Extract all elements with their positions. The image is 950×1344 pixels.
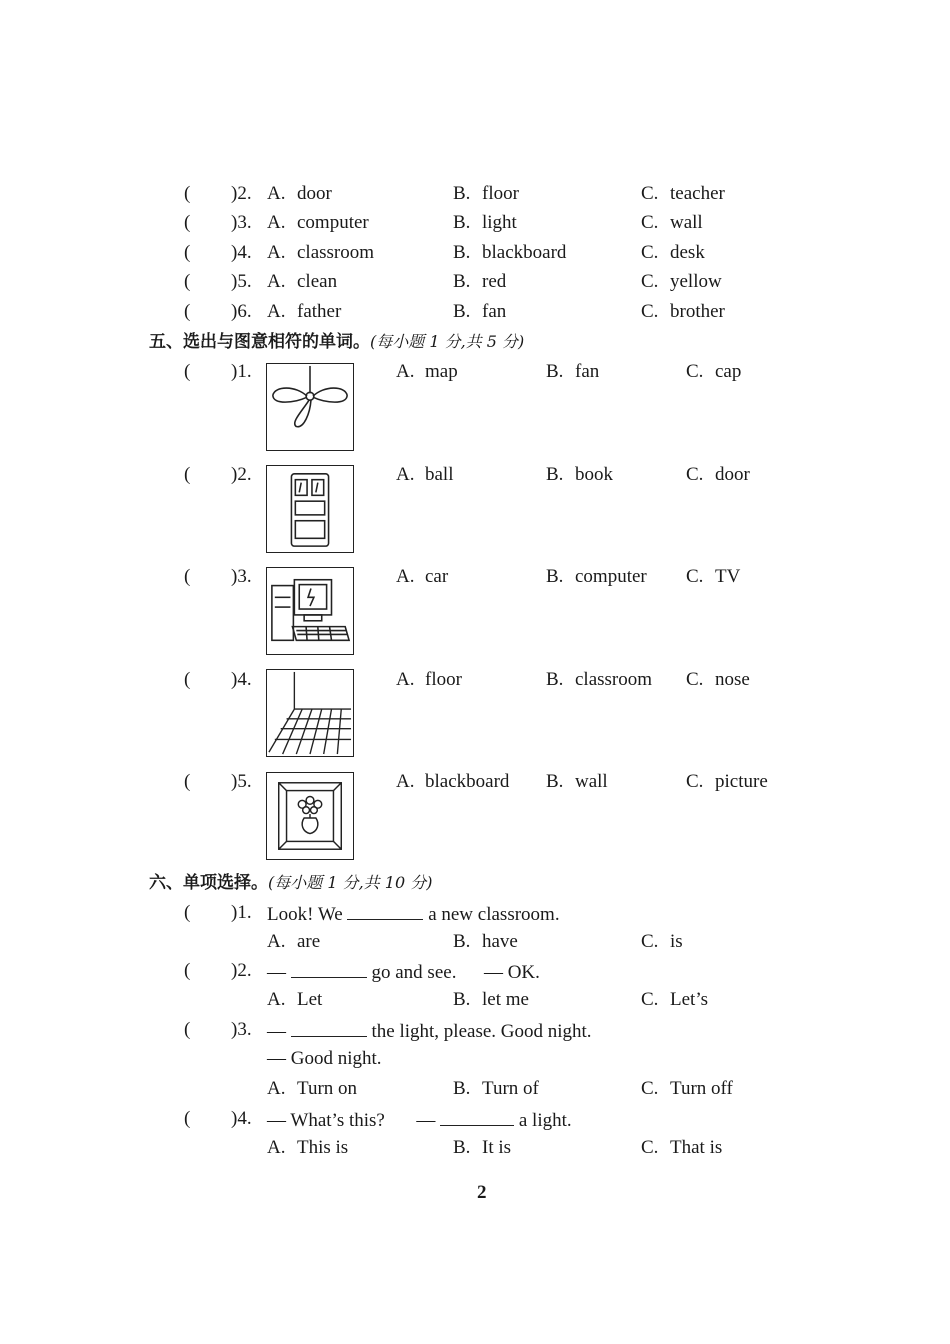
answer-paren[interactable]: ( xyxy=(184,464,191,485)
stem-post: the light, please. Good night. xyxy=(371,1021,592,1042)
option-b-letter: B. xyxy=(453,271,471,292)
option-c-letter: C. xyxy=(641,271,659,292)
section5-heading xyxy=(149,330,524,354)
light-switch-icon xyxy=(266,465,354,553)
option-b-letter: B. xyxy=(453,989,471,1010)
question-number: )5. xyxy=(231,771,252,792)
option-a-letter: A. xyxy=(396,464,415,485)
stem-pre: Look! We xyxy=(267,904,343,925)
option-a-letter: A. xyxy=(267,271,286,292)
answer-paren[interactable]: ( xyxy=(184,1108,191,1129)
answer-paren[interactable]: ( xyxy=(184,271,191,292)
question-stem xyxy=(267,901,560,927)
answer-paren[interactable]: ( xyxy=(184,771,191,792)
question-stem xyxy=(267,1018,592,1044)
stem-pre: — xyxy=(267,962,286,983)
answer-paren[interactable]: ( xyxy=(184,960,191,981)
option-c-letter: C. xyxy=(641,989,659,1010)
option-a-text: computer xyxy=(297,212,369,233)
option-c-letter: C. xyxy=(686,771,704,792)
question-number: )4. xyxy=(231,669,252,690)
option-c-letter: C. xyxy=(686,464,704,485)
option-b-text: Turn of xyxy=(482,1078,539,1099)
section6-title: 六、单项选择。 xyxy=(149,873,268,893)
option-b-text: fan xyxy=(482,301,507,322)
option-c-text: teacher xyxy=(670,183,725,204)
answer-paren[interactable]: ( xyxy=(184,242,191,263)
option-c-letter: C. xyxy=(641,931,659,952)
question-number: )2. xyxy=(231,464,252,485)
option-b-text: book xyxy=(575,464,613,485)
option-c-text: is xyxy=(670,931,683,952)
question-number: )2. xyxy=(231,183,252,204)
option-b-text: floor xyxy=(482,183,519,204)
answer-paren[interactable]: ( xyxy=(184,902,191,923)
option-b-letter: B. xyxy=(546,566,564,587)
question-number: )1. xyxy=(231,902,252,923)
stem-post: a light. xyxy=(518,1110,572,1131)
option-b-letter: B. xyxy=(453,1078,471,1099)
option-a-text: Let xyxy=(297,989,323,1010)
option-b-letter: B. xyxy=(453,931,471,952)
option-b-letter: B. xyxy=(453,212,471,233)
stem-pre: — xyxy=(267,1021,286,1042)
question-number: )3. xyxy=(231,566,252,587)
option-c-text: That is xyxy=(670,1137,723,1158)
question-number: )6. xyxy=(231,301,252,322)
option-c-text: TV xyxy=(715,566,741,587)
question-stem xyxy=(267,1107,572,1133)
option-c-letter: C. xyxy=(686,669,704,690)
answer-paren[interactable]: ( xyxy=(184,669,191,690)
floor-icon xyxy=(266,669,354,757)
answer-blank[interactable] xyxy=(347,901,423,920)
question-number: )4. xyxy=(231,1108,252,1129)
section6-score-note: (每小题 1 分,共 10 分) xyxy=(268,873,433,892)
answer-paren[interactable]: ( xyxy=(184,566,191,587)
option-a-letter: A. xyxy=(267,183,286,204)
question-number: )3. xyxy=(231,212,252,233)
option-c-text: wall xyxy=(670,212,703,233)
question-stem xyxy=(267,959,540,985)
answer-paren[interactable]: ( xyxy=(184,212,191,233)
option-c-letter: C. xyxy=(641,242,659,263)
section6-heading xyxy=(149,871,432,895)
option-c-letter: C. xyxy=(641,1137,659,1158)
option-b-letter: B. xyxy=(546,361,564,382)
option-a-text: door xyxy=(297,183,332,204)
option-b-text: light xyxy=(482,212,517,233)
option-a-text: car xyxy=(425,566,449,587)
option-c-letter: C. xyxy=(641,1078,659,1099)
option-b-text: computer xyxy=(575,566,647,587)
option-a-letter: A. xyxy=(267,989,286,1010)
question-number: )2. xyxy=(231,960,252,981)
option-b-text: classroom xyxy=(575,669,653,690)
option-a-text: Turn on xyxy=(297,1078,358,1099)
option-a-text: This is xyxy=(297,1137,349,1158)
option-c-letter: C. xyxy=(686,361,704,382)
section5-score-note: (每小题 1 分,共 5 分) xyxy=(370,332,525,351)
answer-blank[interactable] xyxy=(291,959,367,978)
question-number: )3. xyxy=(231,1019,252,1040)
option-a-letter: A. xyxy=(396,771,415,792)
option-b-letter: B. xyxy=(453,242,471,263)
option-a-text: classroom xyxy=(297,242,375,263)
option-b-letter: B. xyxy=(453,1137,471,1158)
option-a-text: are xyxy=(297,931,321,952)
computer-icon xyxy=(266,567,354,655)
stem-reply: — OK. xyxy=(483,962,540,983)
option-a-letter: A. xyxy=(267,301,286,322)
question-number: )5. xyxy=(231,271,252,292)
question-number: )4. xyxy=(231,242,252,263)
option-a-letter: A. xyxy=(267,1078,286,1099)
option-b-text: red xyxy=(482,271,507,292)
option-a-text: blackboard xyxy=(425,771,510,792)
option-c-text: door xyxy=(715,464,750,485)
section5-title: 五、选出与图意相符的单词。 xyxy=(149,332,370,352)
ceiling-fan-icon xyxy=(266,363,354,451)
stem-pre: — What’s this? xyxy=(267,1110,385,1131)
framed-picture-icon xyxy=(266,772,354,860)
answer-paren[interactable]: ( xyxy=(184,183,191,204)
option-a-letter: A. xyxy=(267,1137,286,1158)
option-c-text: brother xyxy=(670,301,725,322)
option-a-text: floor xyxy=(425,669,462,690)
answer-blank[interactable] xyxy=(291,1018,367,1037)
option-b-text: wall xyxy=(575,771,608,792)
option-b-text: blackboard xyxy=(482,242,567,263)
stem-post: go and see. xyxy=(371,962,457,983)
option-a-text: ball xyxy=(425,464,454,485)
option-a-text: map xyxy=(425,361,458,382)
option-b-text: fan xyxy=(575,361,600,382)
answer-paren[interactable]: ( xyxy=(184,361,191,382)
option-b-letter: B. xyxy=(453,301,471,322)
option-c-text: cap xyxy=(715,361,742,382)
stem-mid: — xyxy=(416,1110,436,1131)
stem-post: a new classroom. xyxy=(428,904,560,925)
option-c-letter: C. xyxy=(686,566,704,587)
option-a-letter: A. xyxy=(396,669,415,690)
option-b-letter: B. xyxy=(453,183,471,204)
option-c-text: desk xyxy=(670,242,705,263)
option-a-text: clean xyxy=(297,271,338,292)
option-c-letter: C. xyxy=(641,301,659,322)
option-b-letter: B. xyxy=(546,464,564,485)
stem-line-2: — Good night. xyxy=(267,1048,382,1069)
option-a-letter: A. xyxy=(396,566,415,587)
answer-paren[interactable]: ( xyxy=(184,1019,191,1040)
option-b-letter: B. xyxy=(546,669,564,690)
option-a-letter: A. xyxy=(396,361,415,382)
page-number: 2 xyxy=(477,1182,487,1203)
answer-blank[interactable] xyxy=(440,1107,514,1126)
option-c-text: yellow xyxy=(670,271,722,292)
option-c-letter: C. xyxy=(641,212,659,233)
option-b-text: have xyxy=(482,931,518,952)
option-c-text: Let’s xyxy=(670,989,708,1010)
option-a-letter: A. xyxy=(267,242,286,263)
question-number: )1. xyxy=(231,361,252,382)
option-a-text: father xyxy=(297,301,342,322)
option-b-letter: B. xyxy=(546,771,564,792)
option-c-letter: C. xyxy=(641,183,659,204)
option-c-text: Turn off xyxy=(670,1078,733,1099)
option-b-text: let me xyxy=(482,989,529,1010)
option-a-letter: A. xyxy=(267,212,286,233)
option-a-letter: A. xyxy=(267,931,286,952)
option-c-text: picture xyxy=(715,771,768,792)
answer-paren[interactable]: ( xyxy=(184,301,191,322)
option-c-text: nose xyxy=(715,669,750,690)
option-b-text: It is xyxy=(482,1137,512,1158)
